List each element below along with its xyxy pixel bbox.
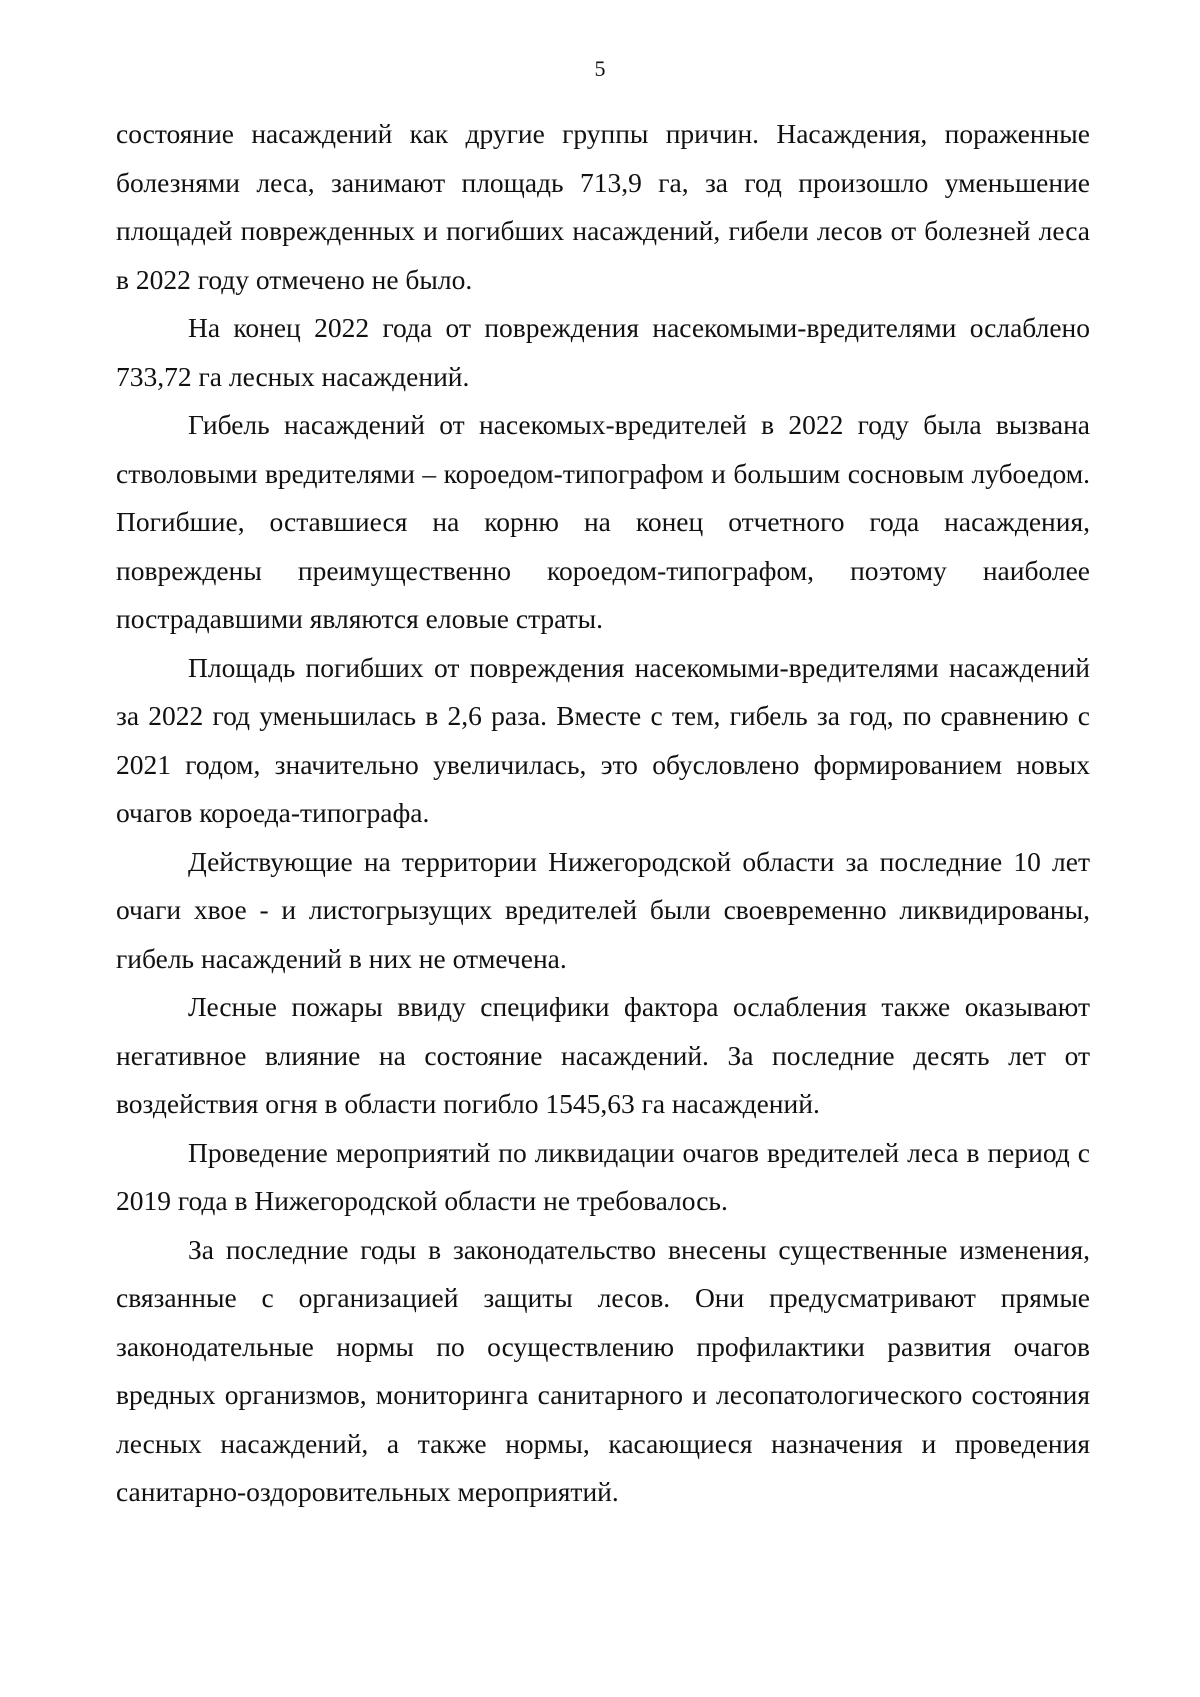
- paragraph: За последние годы в законодательство внесены существенные изменения, связанные с организацией защиты лесов. Они предусматривают прямые законодательные нормы по осуществлению профилактики развития очагов вредных организмов, мониторинга санитарного и лесопатологического состояния лесных насаждений, а также нормы, касающиеся назначения и проведения санитарно-оздоровительных мероприятий.: [116, 1233, 1090, 1507]
- document-body: [116, 110, 1090, 1517]
- paragraph: Площадь погибших от повреждения насекомыми-вредителями насаждений за 2022 год уменьшилась в 2,6 раза. Вместе с тем, гибель за год, по сравнению с 2021 годом, значительно увеличилась, это обусловлено формированием новых очагов короеда-типографа.: [116, 651, 1090, 828]
- paragraph-continuation: состояние насаждений как другие группы причин. Насаждения, пораженные болезнями леса, занимают площадь 713,9 га, за год произошло уменьшение площадей поврежденных и погибших насаждений, гибели лесов от болезней леса в 2022 году отмечено не было.: [116, 118, 1090, 295]
- paragraph: На конец 2022 года от повреждения насекомыми-вредителями ослаблено 733,72 га лесных насаждений.: [116, 312, 1090, 392]
- paragraph: Гибель насаждений от насекомых-вредителей в 2022 году была вызвана стволовыми вредителями – короедом-типографом и большим сосновым лубоедом. Погибшие, оставшиеся на корню на конец отчетного года насаждения, повреждены преимущественно короедом-типографом, поэтому наиболее пострадавшими являются еловые страты.: [116, 409, 1090, 634]
- paragraph: Лесные пожары ввиду специфики фактора ослабления также оказывают негативное влияние на состояние насаждений. За последние десять лет от воздействия огня в области погибло 1545,63 га насаждений.: [116, 991, 1090, 1119]
- page-number: 5: [594, 56, 606, 81]
- paragraph: Действующие на территории Нижегородской области за последние 10 лет очаги хвое - и листогрызущих вредителей были своевременно ликвидированы, гибель насаждений в них не отмечена.: [116, 845, 1090, 974]
- paragraph: Проведение мероприятий по ликвидации очагов вредителей леса в период с 2019 года в Нижегородской области не требовалось.: [116, 1136, 1090, 1216]
